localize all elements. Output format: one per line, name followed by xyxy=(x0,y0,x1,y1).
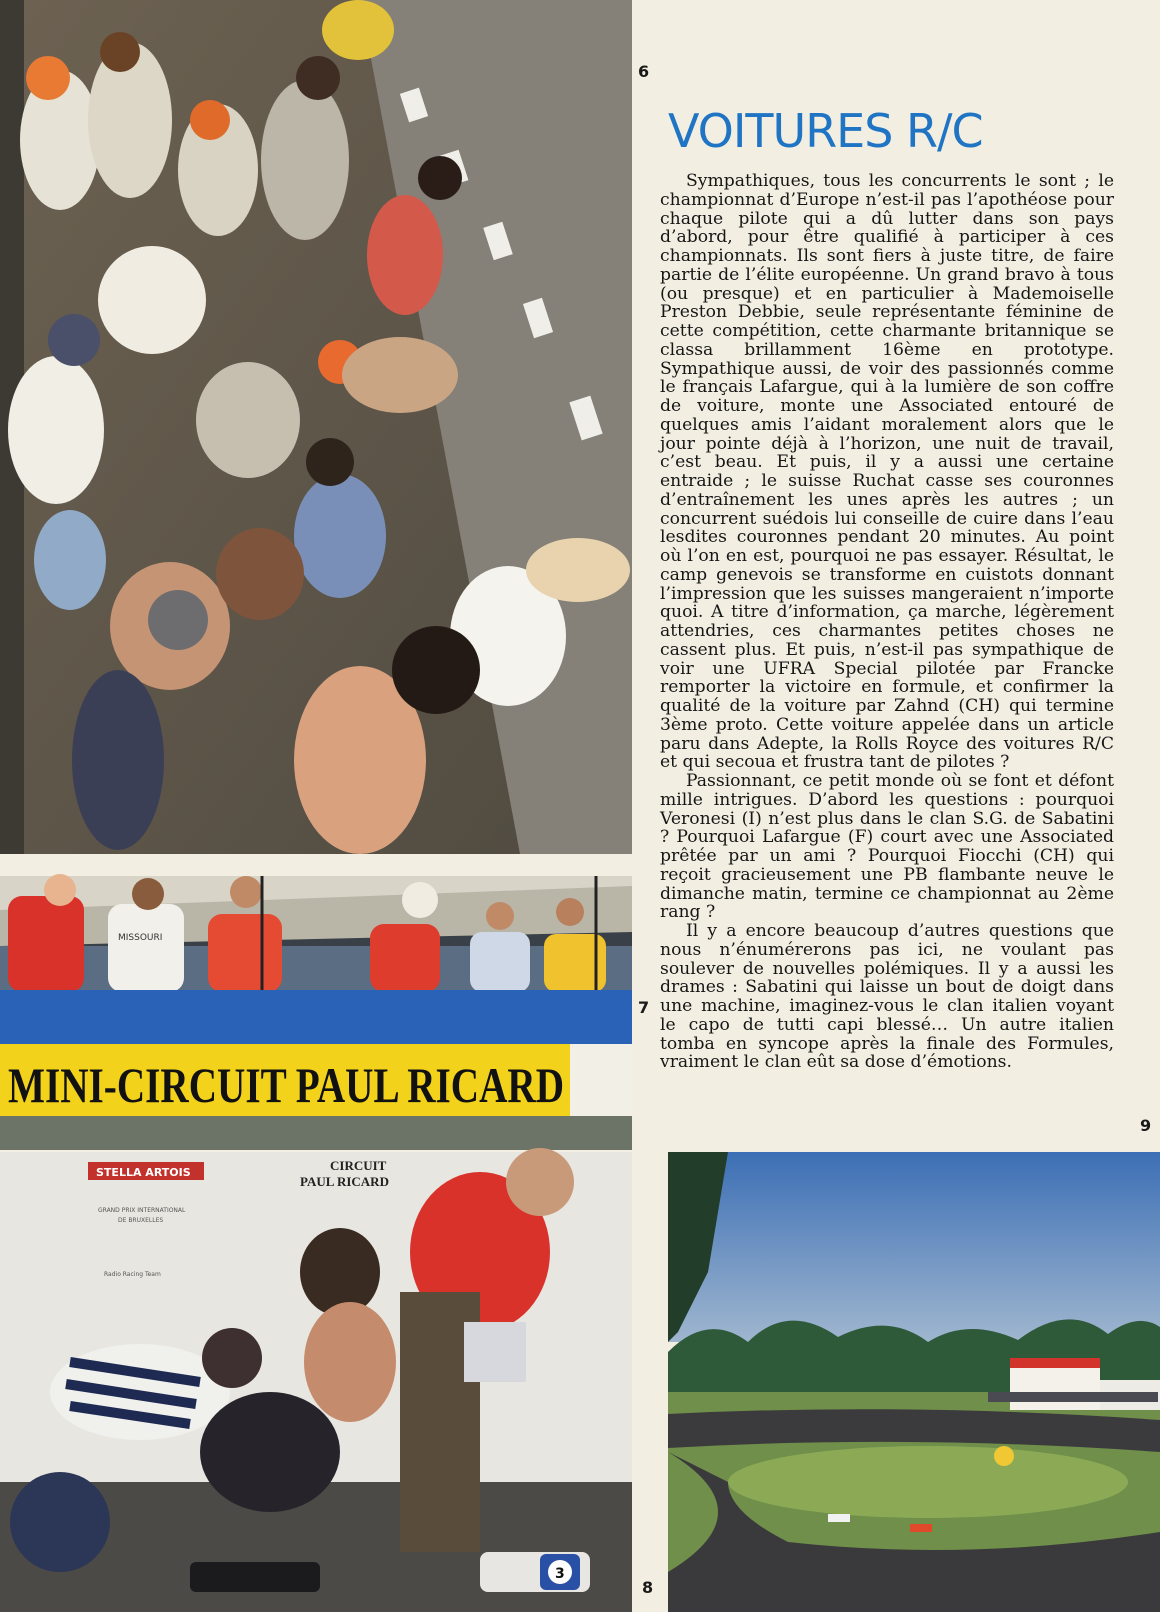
paragraph-3: Il y a encore beaucoup d’autres questions que nous n’énumérerons pas ici, ne voulant pas soulever de nouvelles polémiques. Il y a aussi les drames : Sabatini qui laisse un bout de doigt dans une machine, imaginez-vous le clan italien voyant le capo de tutti capi blessé… Un autre italien tomba en syncope après la finale des Formules, vraiment le clan eût sa dose d’émotions. xyxy=(660,921,1114,1073)
shirt-text: MISSOURI xyxy=(118,933,163,943)
poster-line-1: GRAND PRIX INTERNATIONAL xyxy=(98,1207,186,1214)
sign-line-1: CIRCUIT xyxy=(330,1158,387,1173)
sign-line-2: PAUL RICARD xyxy=(300,1174,389,1189)
paragraph-1: Sympathiques, tous les concurrents le sont ; le championnat d’Europe n’est-il pas l’apothéose pour chaque pilote qui a dû lutter dans son pays d’abord, pour être qualifié à participer à ces championnats. Ils sont fiers à juste titre, de faire partie de l’élite européenne. Un grand bravo à tous (ou presque) et en particulier à Mademoiselle Preston Debbie, seule représentante féminine de cette compétition, cette charmante britannique se classa brillamment 16ème en prototype. Sympathique aussi, de voir des passionnés comme le français Lafargue, qui à la lumière de son coffre de voiture, monte une Associated entouré de quelques amis l’aidant moralement alors que le jour pointe déjà à l’horizon, une nuit de travail, c’est beau. Et puis, il y a aussi une certaine entraide ; le suisse Ruchat casse ses couronnes d’entraînement les unes après les autres ; un concurrent suédois lui conseille de cuire dans l’eau lesdites couronnes pendant 20 minutes. Au point où l’on en est, pourquoi ne pas essayer. Résultat, le camp genevois se transforme en cuistots donnant l’impression que les suisses mangeraient n’importe quoi. A titre d’information, ça marche, légèrement attendries, ces charmantes petites choses ne cassent plus. Et puis, n’est-il pas sympathique de voir une UFRA Special pilotée par Francke remporter la victoire en formule, et confirmer la qualité de la voiture par Zahnd (CH) qui termine 3ème proto. Cette voiture appelée dans un article paru dans Adepte, la Rolls Royce des voitures R/C et qui secoua et frustra tant de pilotes ? xyxy=(660,171,1114,773)
article-body xyxy=(660,172,1114,1072)
figure-number-9: 9 xyxy=(1140,1116,1152,1135)
photo-driver-stand xyxy=(0,876,632,1150)
poster-brand: STELLA ARTOIS xyxy=(96,1166,191,1179)
paragraph-2: Passionnant, ce petit monde où se font et défont mille intrigues. D’abord les questions : pourquoi Veronesi (I) n’est plus dans le clan S.G. de Sabatini ? Pourquoi Lafargue (F) court avec une Associated prêtée par un ami ? Pourquoi Fiocchi (CH) qui reçoit gracieusement une PB flambante neuve le dimanche matin, termine ce championnat au 2ème rang ? xyxy=(660,771,1114,923)
figure-number-6: 6 xyxy=(638,62,650,81)
car-number: 3 xyxy=(555,1566,565,1582)
photo-circuit-panorama xyxy=(668,1152,1160,1612)
page-number: 77 xyxy=(1128,1582,1145,1597)
photo-mechanics xyxy=(0,1152,632,1612)
article-title: VOITURES R/C xyxy=(668,104,983,158)
figure-number-7: 7 xyxy=(638,998,650,1017)
banner-text: MINI-CIRCUIT PAUL RICARD xyxy=(8,1057,564,1113)
poster-team: Radio Racing Team xyxy=(104,1271,161,1278)
photo-pit-crowd xyxy=(0,0,632,854)
poster-line-2: DE BRUXELLES xyxy=(118,1217,164,1224)
figure-number-8: 8 xyxy=(642,1578,654,1597)
